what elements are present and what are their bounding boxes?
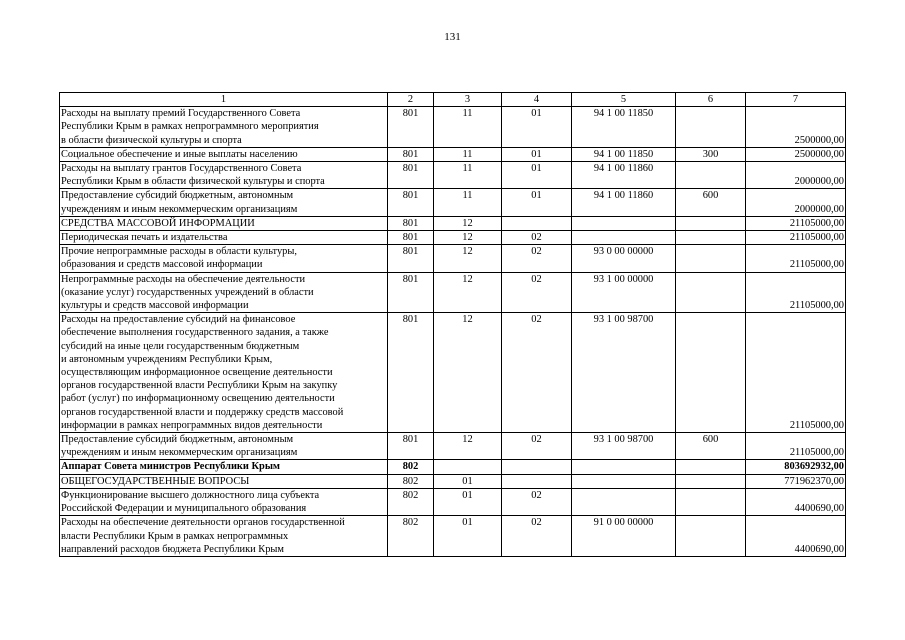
table-row — [60, 245, 846, 272]
table-row — [60, 216, 846, 230]
table-row — [60, 460, 846, 474]
section-code: 11 — [434, 107, 502, 148]
section-code: 12 — [434, 216, 502, 230]
subsection-code: 02 — [502, 231, 572, 245]
expense-type-code — [676, 245, 746, 272]
row-description — [60, 433, 388, 460]
description-line: Аппарат Совета министров Республики Крым — [61, 461, 281, 473]
table-row — [60, 474, 846, 488]
budget-table — [59, 92, 846, 557]
target-article-code: 91 0 00 00000 — [572, 516, 676, 557]
target-article-code — [572, 460, 676, 474]
ministry-code: 802 — [388, 516, 434, 557]
subsection-code: 02 — [502, 488, 572, 515]
row-description — [60, 460, 388, 474]
subsection-code: 01 — [502, 162, 572, 189]
description-line: органов государственной власти Республики Крым на закупку — [61, 380, 338, 392]
expense-type-code — [676, 474, 746, 488]
table-row — [60, 313, 846, 433]
section-code: 01 — [434, 474, 502, 488]
row-description — [60, 162, 388, 189]
target-article-code — [572, 231, 676, 245]
description-line: Периодическая печать и издательства — [61, 232, 228, 244]
header-cell: 5 — [572, 93, 676, 107]
row-description — [60, 474, 388, 488]
ministry-code: 801 — [388, 272, 434, 313]
subsection-code — [502, 216, 572, 230]
description-line: Прочие непрограммные расходы в области культуры, — [61, 246, 297, 258]
description-line: и автономным учреждениям Республики Крым, — [61, 353, 273, 365]
amount: 4400690,00 — [746, 488, 846, 515]
target-article-code — [572, 474, 676, 488]
description-line: информации в рамках непрограммных видов деятельности — [61, 419, 323, 431]
expense-type-code — [676, 516, 746, 557]
amount: 2500000,00 — [746, 107, 846, 148]
ministry-code: 801 — [388, 433, 434, 460]
description-line: Функционирование высшего должностного лица субъекта — [61, 489, 320, 501]
table-row — [60, 107, 846, 148]
section-code: 01 — [434, 516, 502, 557]
ministry-code: 801 — [388, 245, 434, 272]
subsection-code: 01 — [502, 147, 572, 161]
description-line: Республики Крым в рамках непрограммного мероприятия — [61, 121, 319, 133]
row-description — [60, 272, 388, 313]
expense-type-code — [676, 272, 746, 313]
section-code — [434, 460, 502, 474]
description-line: Предоставление субсидий бюджетным, автономным — [61, 190, 294, 202]
expense-type-code — [676, 107, 746, 148]
expense-type-code — [676, 231, 746, 245]
expense-type-code: 300 — [676, 147, 746, 161]
subsection-code — [502, 460, 572, 474]
target-article-code — [572, 488, 676, 515]
description-line: субсидий на иные цели государственным бюджетным — [61, 340, 300, 352]
row-description — [60, 313, 388, 433]
amount: 21105000,00 — [746, 433, 846, 460]
header-cell: 3 — [434, 93, 502, 107]
ministry-code: 802 — [388, 488, 434, 515]
description-line: Расходы на предоставление субсидий на финансовое — [61, 314, 296, 326]
description-line: Непрограммные расходы на обеспечение деятельности — [61, 273, 306, 285]
table-row — [60, 433, 846, 460]
subsection-code: 01 — [502, 107, 572, 148]
ministry-code: 801 — [388, 189, 434, 216]
ministry-code: 801 — [388, 147, 434, 161]
description-line: Расходы на выплату грантов Государственного Совета — [61, 163, 302, 175]
description-line: образования и средств массовой информации — [61, 259, 263, 271]
amount: 21105000,00 — [746, 313, 846, 433]
subsection-code: 02 — [502, 272, 572, 313]
section-code: 12 — [434, 231, 502, 245]
description-line: учреждениям и иным некоммерческим организациям — [61, 447, 298, 459]
description-line: ОБЩЕГОСУДАРСТВЕННЫЕ ВОПРОСЫ — [61, 475, 250, 487]
target-article-code: 93 1 00 98700 — [572, 313, 676, 433]
description-line: Республики Крым в области физической культуры и спорта — [61, 176, 325, 188]
row-description — [60, 516, 388, 557]
expense-type-code: 600 — [676, 433, 746, 460]
section-code: 01 — [434, 488, 502, 515]
description-line: Расходы на обеспечение деятельности органов государственной — [61, 517, 345, 529]
description-line: в области физической культуры и спорта — [61, 134, 242, 146]
target-article-code: 94 1 00 11850 — [572, 147, 676, 161]
ministry-code: 802 — [388, 474, 434, 488]
table-row — [60, 272, 846, 313]
target-article-code — [572, 216, 676, 230]
row-description — [60, 147, 388, 161]
expense-type-code — [676, 313, 746, 433]
description-line: учреждениям и иным некоммерческим организациям — [61, 203, 298, 215]
description-line: Социальное обеспечение и иные выплаты населению — [61, 148, 298, 160]
description-line: органов государственной власти и поддержку средств массовой — [61, 406, 344, 418]
row-description — [60, 216, 388, 230]
table-row — [60, 516, 846, 557]
description-line: СРЕДСТВА МАССОВОЙ ИНФОРМАЦИИ — [61, 217, 255, 229]
target-article-code: 94 1 00 11860 — [572, 189, 676, 216]
description-line: осуществляющим информационное освещение деятельности — [61, 367, 333, 379]
subsection-code: 01 — [502, 189, 572, 216]
expense-type-code — [676, 488, 746, 515]
amount: 2000000,00 — [746, 189, 846, 216]
header-cell: 4 — [502, 93, 572, 107]
description-line: культуры и средств массовой информации — [61, 300, 249, 312]
description-line: Расходы на выплату премий Государственного Совета — [61, 108, 301, 120]
row-description — [60, 231, 388, 245]
target-article-code: 94 1 00 11850 — [572, 107, 676, 148]
amount: 803692932,00 — [746, 460, 846, 474]
subsection-code: 02 — [502, 313, 572, 433]
ministry-code: 802 — [388, 460, 434, 474]
expense-type-code — [676, 162, 746, 189]
description-line: направлений расходов бюджета Республики Крым — [61, 543, 284, 555]
amount: 21105000,00 — [746, 231, 846, 245]
section-code: 12 — [434, 272, 502, 313]
ministry-code: 801 — [388, 107, 434, 148]
target-article-code: 94 1 00 11860 — [572, 162, 676, 189]
section-code: 12 — [434, 313, 502, 433]
description-line: (оказание услуг) государственных учреждений в области — [61, 286, 314, 298]
row-description — [60, 189, 388, 216]
row-description — [60, 245, 388, 272]
ministry-code: 801 — [388, 313, 434, 433]
header-cell: 7 — [746, 93, 846, 107]
subsection-code — [502, 474, 572, 488]
amount: 771962370,00 — [746, 474, 846, 488]
row-description — [60, 107, 388, 148]
amount: 2500000,00 — [746, 147, 846, 161]
section-code: 12 — [434, 245, 502, 272]
row-description — [60, 488, 388, 515]
ministry-code: 801 — [388, 216, 434, 230]
section-code: 11 — [434, 162, 502, 189]
header-cell: 1 — [60, 93, 388, 107]
subsection-code: 02 — [502, 516, 572, 557]
table-row — [60, 147, 846, 161]
page-number: 131 — [444, 31, 461, 43]
description-line: Российской Федерации и муниципального образования — [61, 503, 307, 515]
amount: 4400690,00 — [746, 516, 846, 557]
table-row — [60, 189, 846, 216]
ministry-code: 801 — [388, 231, 434, 245]
section-code: 11 — [434, 189, 502, 216]
expense-type-code — [676, 216, 746, 230]
expense-type-code: 600 — [676, 189, 746, 216]
description-line: власти Республики Крым в рамках непрограммных — [61, 530, 289, 542]
section-code: 12 — [434, 433, 502, 460]
description-line: работ (услуг) по информационному освещению деятельности — [61, 393, 335, 405]
header-row — [60, 93, 846, 107]
table-row — [60, 231, 846, 245]
amount: 21105000,00 — [746, 245, 846, 272]
target-article-code: 93 1 00 98700 — [572, 433, 676, 460]
subsection-code: 02 — [502, 433, 572, 460]
description-line: Предоставление субсидий бюджетным, автономным — [61, 434, 294, 446]
target-article-code: 93 1 00 00000 — [572, 272, 676, 313]
target-article-code: 93 0 00 00000 — [572, 245, 676, 272]
subsection-code: 02 — [502, 245, 572, 272]
section-code: 11 — [434, 147, 502, 161]
header-cell: 2 — [388, 93, 434, 107]
description-line: обеспечение выполнения государственного задания, а также — [61, 327, 329, 339]
amount: 2000000,00 — [746, 162, 846, 189]
amount: 21105000,00 — [746, 272, 846, 313]
table-row — [60, 488, 846, 515]
expense-type-code — [676, 460, 746, 474]
table-row — [60, 162, 846, 189]
header-cell: 6 — [676, 93, 746, 107]
amount: 21105000,00 — [746, 216, 846, 230]
ministry-code: 801 — [388, 162, 434, 189]
